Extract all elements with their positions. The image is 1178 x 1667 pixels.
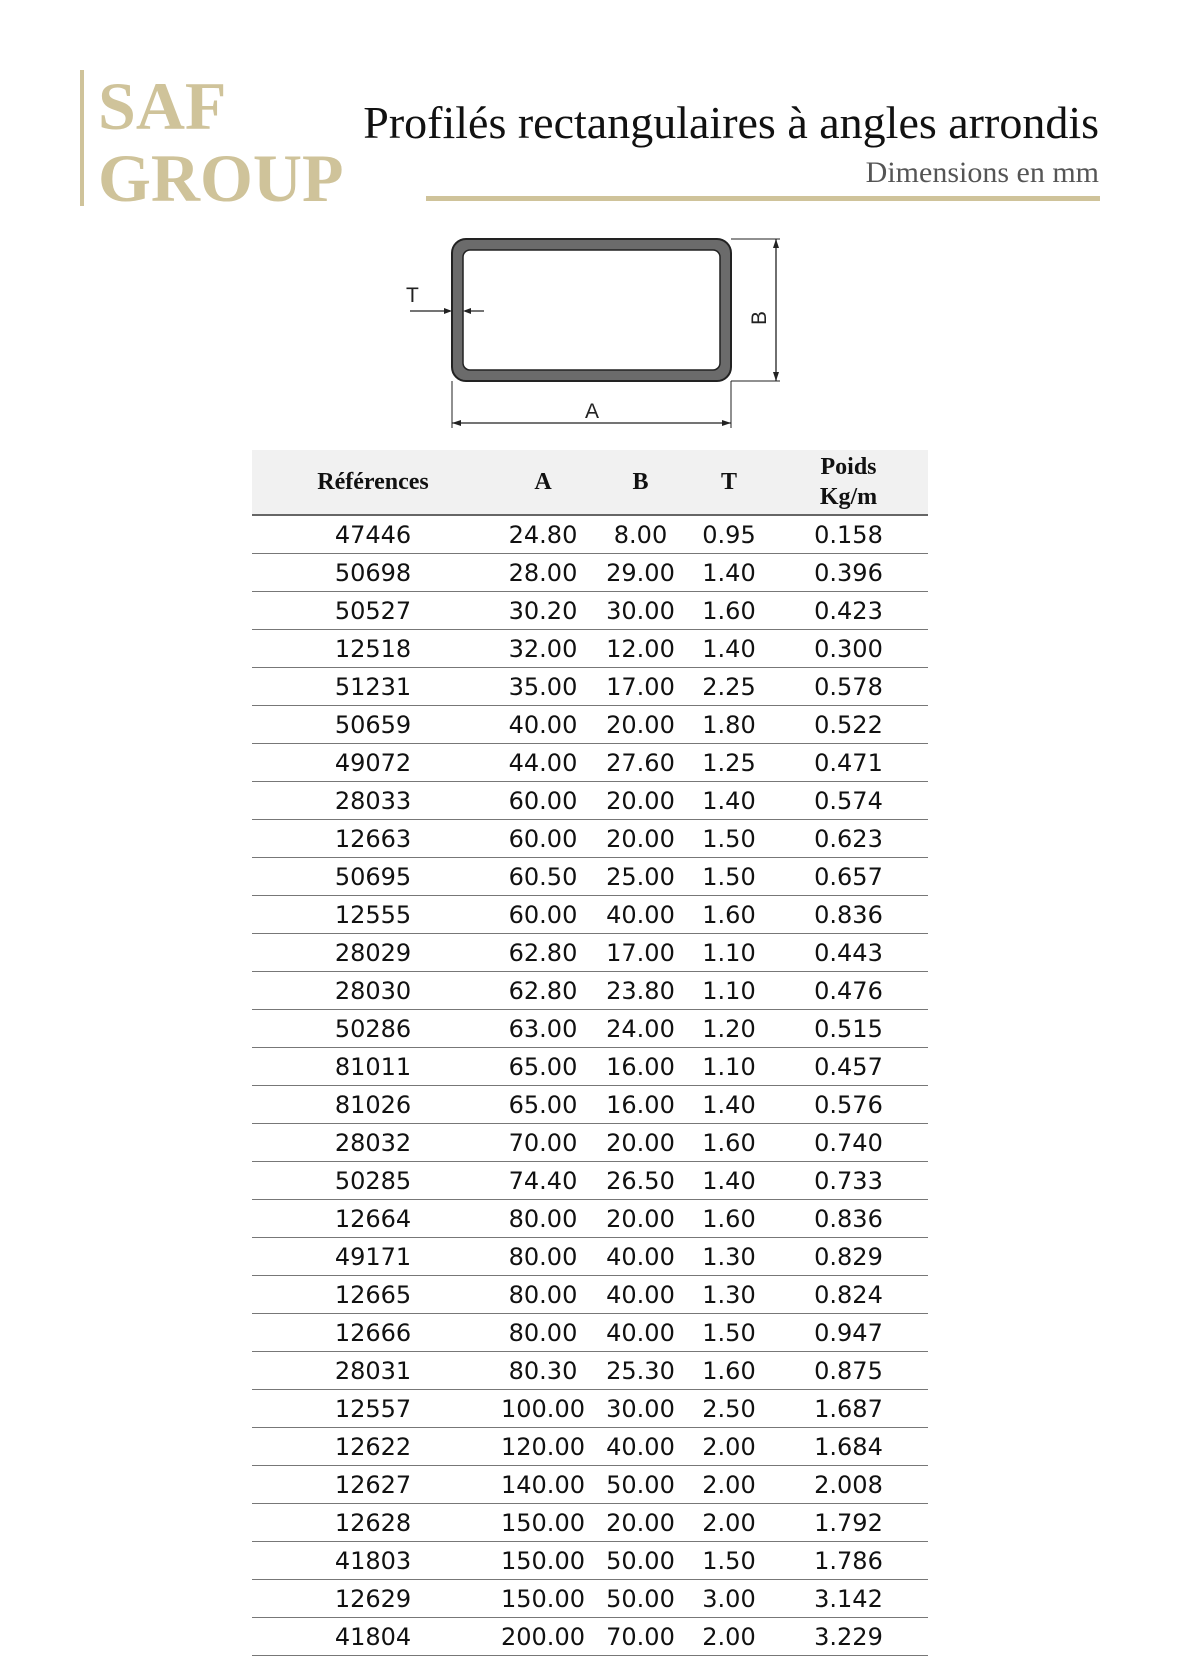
cell-a: 80.00 bbox=[494, 1314, 592, 1352]
cell-b: 17.00 bbox=[592, 934, 689, 972]
cell-a: 140.00 bbox=[494, 1466, 592, 1504]
cell-b: 50.00 bbox=[592, 1580, 689, 1618]
b-arrowhead-bottom bbox=[773, 372, 779, 381]
cell-a: 150.00 bbox=[494, 1504, 592, 1542]
cell-weight: 0.522 bbox=[769, 706, 928, 744]
cell-a: 35.00 bbox=[494, 668, 592, 706]
cell-reference: 41803 bbox=[252, 1542, 494, 1580]
table-row bbox=[252, 820, 928, 858]
cell-b: 12.00 bbox=[592, 630, 689, 668]
cell-t: 1.60 bbox=[689, 896, 769, 934]
table-row bbox=[252, 515, 928, 554]
cell-t: 1.60 bbox=[689, 1200, 769, 1238]
header-weight bbox=[769, 450, 928, 515]
cell-reference: 12622 bbox=[252, 1428, 494, 1466]
cell-b: 25.30 bbox=[592, 1352, 689, 1390]
cell-weight: 0.443 bbox=[769, 934, 928, 972]
cell-b: 20.00 bbox=[592, 1124, 689, 1162]
cell-a: 65.00 bbox=[494, 1086, 592, 1124]
table-row bbox=[252, 744, 928, 782]
table-row bbox=[252, 1580, 928, 1618]
a-arrowhead-left bbox=[452, 420, 461, 426]
table-row bbox=[252, 1504, 928, 1542]
table-row bbox=[252, 1428, 928, 1466]
cell-weight: 0.576 bbox=[769, 1086, 928, 1124]
cell-b: 40.00 bbox=[592, 1428, 689, 1466]
cell-reference: 81026 bbox=[252, 1086, 494, 1124]
cell-b: 8.00 bbox=[592, 515, 689, 554]
cell-t: 1.40 bbox=[689, 1162, 769, 1200]
a-label: A bbox=[584, 400, 600, 423]
cell-weight: 0.423 bbox=[769, 592, 928, 630]
header-t: T bbox=[689, 450, 769, 515]
table-row bbox=[252, 1238, 928, 1276]
cell-b: 40.00 bbox=[592, 896, 689, 934]
cell-a: 60.00 bbox=[494, 782, 592, 820]
table-row bbox=[252, 1200, 928, 1238]
cell-t: 1.25 bbox=[689, 744, 769, 782]
cell-t: 1.50 bbox=[689, 1314, 769, 1352]
cell-reference: 50695 bbox=[252, 858, 494, 896]
cell-a: 80.00 bbox=[494, 1200, 592, 1238]
cell-t: 0.95 bbox=[689, 515, 769, 554]
cell-weight: 0.657 bbox=[769, 858, 928, 896]
cell-reference: 12663 bbox=[252, 820, 494, 858]
cell-reference: 28030 bbox=[252, 972, 494, 1010]
cell-weight: 0.947 bbox=[769, 1314, 928, 1352]
cell-b: 20.00 bbox=[592, 706, 689, 744]
cell-reference: 81011 bbox=[252, 1048, 494, 1086]
cell-t: 1.50 bbox=[689, 1542, 769, 1580]
cell-reference: 41804 bbox=[252, 1618, 494, 1656]
cell-weight: 0.623 bbox=[769, 820, 928, 858]
table-row bbox=[252, 554, 928, 592]
cell-reference: 49171 bbox=[252, 1238, 494, 1276]
cell-t: 1.60 bbox=[689, 1352, 769, 1390]
table-row bbox=[252, 630, 928, 668]
cell-weight: 0.829 bbox=[769, 1238, 928, 1276]
a-arrowhead-right bbox=[722, 420, 731, 426]
cell-a: 80.00 bbox=[494, 1276, 592, 1314]
cell-reference: 50286 bbox=[252, 1010, 494, 1048]
cell-a: 63.00 bbox=[494, 1010, 592, 1048]
cell-a: 150.00 bbox=[494, 1580, 592, 1618]
cell-reference: 12628 bbox=[252, 1504, 494, 1542]
cell-weight: 1.792 bbox=[769, 1504, 928, 1542]
profiles-table-container bbox=[252, 450, 928, 1656]
header-b: B bbox=[592, 450, 689, 515]
cell-a: 40.00 bbox=[494, 706, 592, 744]
cell-b: 26.50 bbox=[592, 1162, 689, 1200]
cell-weight: 0.733 bbox=[769, 1162, 928, 1200]
cell-t: 1.10 bbox=[689, 934, 769, 972]
cell-reference: 50659 bbox=[252, 706, 494, 744]
header-weight-line1: Poids bbox=[820, 454, 877, 480]
cell-b: 20.00 bbox=[592, 782, 689, 820]
cell-weight: 0.740 bbox=[769, 1124, 928, 1162]
table-row bbox=[252, 972, 928, 1010]
cell-reference: 28031 bbox=[252, 1352, 494, 1390]
cell-reference: 12518 bbox=[252, 630, 494, 668]
cell-b: 25.00 bbox=[592, 858, 689, 896]
cell-weight: 0.836 bbox=[769, 1200, 928, 1238]
cell-t: 1.80 bbox=[689, 706, 769, 744]
cell-weight: 0.158 bbox=[769, 515, 928, 554]
table-row bbox=[252, 1086, 928, 1124]
cell-b: 20.00 bbox=[592, 820, 689, 858]
cell-a: 200.00 bbox=[494, 1618, 592, 1656]
table-row bbox=[252, 1276, 928, 1314]
cell-reference: 12555 bbox=[252, 896, 494, 934]
cell-a: 74.40 bbox=[494, 1162, 592, 1200]
cell-b: 20.00 bbox=[592, 1504, 689, 1542]
cell-t: 3.00 bbox=[689, 1580, 769, 1618]
cell-reference: 12629 bbox=[252, 1580, 494, 1618]
cell-weight: 1.684 bbox=[769, 1428, 928, 1466]
cell-reference: 28033 bbox=[252, 782, 494, 820]
header-references: Références bbox=[252, 450, 494, 515]
cell-reference: 12664 bbox=[252, 1200, 494, 1238]
cell-t: 1.30 bbox=[689, 1276, 769, 1314]
table-row bbox=[252, 1124, 928, 1162]
cell-b: 30.00 bbox=[592, 1390, 689, 1428]
profile-inner-hollow bbox=[463, 250, 720, 370]
cell-a: 150.00 bbox=[494, 1542, 592, 1580]
cell-a: 100.00 bbox=[494, 1390, 592, 1428]
profile-section-diagram bbox=[400, 230, 780, 435]
cell-t: 1.50 bbox=[689, 858, 769, 896]
cell-weight: 0.824 bbox=[769, 1276, 928, 1314]
cell-reference: 12666 bbox=[252, 1314, 494, 1352]
cell-a: 60.50 bbox=[494, 858, 592, 896]
cell-weight: 0.578 bbox=[769, 668, 928, 706]
title-underline bbox=[426, 196, 1100, 201]
table-row bbox=[252, 1314, 928, 1352]
t-label: T bbox=[406, 284, 419, 307]
cell-reference: 28029 bbox=[252, 934, 494, 972]
table-row bbox=[252, 934, 928, 972]
cell-reference: 50285 bbox=[252, 1162, 494, 1200]
cell-weight: 1.687 bbox=[769, 1390, 928, 1428]
cell-a: 62.80 bbox=[494, 934, 592, 972]
table-body bbox=[252, 515, 928, 1656]
cell-b: 16.00 bbox=[592, 1048, 689, 1086]
cell-b: 24.00 bbox=[592, 1010, 689, 1048]
cell-t: 1.10 bbox=[689, 1048, 769, 1086]
cell-b: 23.80 bbox=[592, 972, 689, 1010]
table-row bbox=[252, 1542, 928, 1580]
cell-b: 30.00 bbox=[592, 592, 689, 630]
profiles-table bbox=[252, 450, 928, 1656]
table-row bbox=[252, 896, 928, 934]
cell-t: 2.00 bbox=[689, 1504, 769, 1542]
cell-a: 28.00 bbox=[494, 554, 592, 592]
page-subtitle: Dimensions en mm bbox=[865, 156, 1099, 189]
cell-t: 1.50 bbox=[689, 820, 769, 858]
cell-t: 1.40 bbox=[689, 1086, 769, 1124]
cell-weight: 0.836 bbox=[769, 896, 928, 934]
cell-a: 44.00 bbox=[494, 744, 592, 782]
table-row bbox=[252, 706, 928, 744]
cell-weight: 0.471 bbox=[769, 744, 928, 782]
b-label: B bbox=[748, 310, 771, 326]
table-row bbox=[252, 858, 928, 896]
cell-weight: 0.875 bbox=[769, 1352, 928, 1390]
cell-weight: 3.142 bbox=[769, 1580, 928, 1618]
table-row bbox=[252, 1162, 928, 1200]
cell-weight: 0.476 bbox=[769, 972, 928, 1010]
cell-b: 50.00 bbox=[592, 1466, 689, 1504]
cell-t: 1.40 bbox=[689, 554, 769, 592]
cell-b: 16.00 bbox=[592, 1086, 689, 1124]
cell-b: 40.00 bbox=[592, 1314, 689, 1352]
page-title: Profilés rectangulaires à angles arrondis bbox=[363, 97, 1099, 148]
cell-a: 24.80 bbox=[494, 515, 592, 554]
cell-weight: 1.786 bbox=[769, 1542, 928, 1580]
table-row bbox=[252, 1390, 928, 1428]
cell-t: 1.30 bbox=[689, 1238, 769, 1276]
cell-a: 80.00 bbox=[494, 1238, 592, 1276]
table-row bbox=[252, 1618, 928, 1656]
cell-a: 70.00 bbox=[494, 1124, 592, 1162]
cell-t: 2.00 bbox=[689, 1618, 769, 1656]
header-weight-line2: Kg/m bbox=[819, 484, 878, 510]
table-header bbox=[252, 450, 928, 515]
cell-a: 60.00 bbox=[494, 896, 592, 934]
header-a: A bbox=[494, 450, 592, 515]
company-logo bbox=[80, 68, 344, 216]
cell-b: 17.00 bbox=[592, 668, 689, 706]
table-row bbox=[252, 592, 928, 630]
cell-t: 2.25 bbox=[689, 668, 769, 706]
cell-t: 2.50 bbox=[689, 1390, 769, 1428]
table-row bbox=[252, 1010, 928, 1048]
cell-t: 1.60 bbox=[689, 592, 769, 630]
cell-t: 2.00 bbox=[689, 1466, 769, 1504]
cell-b: 40.00 bbox=[592, 1276, 689, 1314]
cell-t: 2.00 bbox=[689, 1428, 769, 1466]
cell-weight: 0.300 bbox=[769, 630, 928, 668]
cell-t: 1.10 bbox=[689, 972, 769, 1010]
cell-b: 20.00 bbox=[592, 1200, 689, 1238]
cell-b: 27.60 bbox=[592, 744, 689, 782]
cell-a: 120.00 bbox=[494, 1428, 592, 1466]
cell-reference: 50698 bbox=[252, 554, 494, 592]
table-row bbox=[252, 1352, 928, 1390]
cell-t: 1.20 bbox=[689, 1010, 769, 1048]
cell-t: 1.40 bbox=[689, 782, 769, 820]
cell-a: 80.30 bbox=[494, 1352, 592, 1390]
cell-reference: 12557 bbox=[252, 1390, 494, 1428]
cell-reference: 28032 bbox=[252, 1124, 494, 1162]
logo-line-1: SAF bbox=[98, 68, 227, 144]
cell-a: 60.00 bbox=[494, 820, 592, 858]
cell-reference: 12627 bbox=[252, 1466, 494, 1504]
cell-b: 50.00 bbox=[592, 1542, 689, 1580]
cell-a: 65.00 bbox=[494, 1048, 592, 1086]
cell-weight: 2.008 bbox=[769, 1466, 928, 1504]
cell-b: 40.00 bbox=[592, 1238, 689, 1276]
cell-b: 29.00 bbox=[592, 554, 689, 592]
cell-t: 1.40 bbox=[689, 630, 769, 668]
table-row bbox=[252, 668, 928, 706]
cell-weight: 0.574 bbox=[769, 782, 928, 820]
table-row bbox=[252, 1048, 928, 1086]
cell-reference: 12665 bbox=[252, 1276, 494, 1314]
b-arrowhead-top bbox=[773, 239, 779, 248]
cell-reference: 49072 bbox=[252, 744, 494, 782]
cell-a: 32.00 bbox=[494, 630, 592, 668]
table-row bbox=[252, 1466, 928, 1504]
cell-a: 62.80 bbox=[494, 972, 592, 1010]
cell-b: 70.00 bbox=[592, 1618, 689, 1656]
cell-reference: 47446 bbox=[252, 515, 494, 554]
cell-reference: 51231 bbox=[252, 668, 494, 706]
logo-line-2: GROUP bbox=[98, 140, 344, 216]
cell-weight: 3.229 bbox=[769, 1618, 928, 1656]
table-row bbox=[252, 782, 928, 820]
cell-t: 1.60 bbox=[689, 1124, 769, 1162]
cell-a: 30.20 bbox=[494, 592, 592, 630]
t-arrowhead-left bbox=[444, 308, 452, 314]
cell-weight: 0.515 bbox=[769, 1010, 928, 1048]
cell-weight: 0.396 bbox=[769, 554, 928, 592]
cell-reference: 50527 bbox=[252, 592, 494, 630]
cell-weight: 0.457 bbox=[769, 1048, 928, 1086]
